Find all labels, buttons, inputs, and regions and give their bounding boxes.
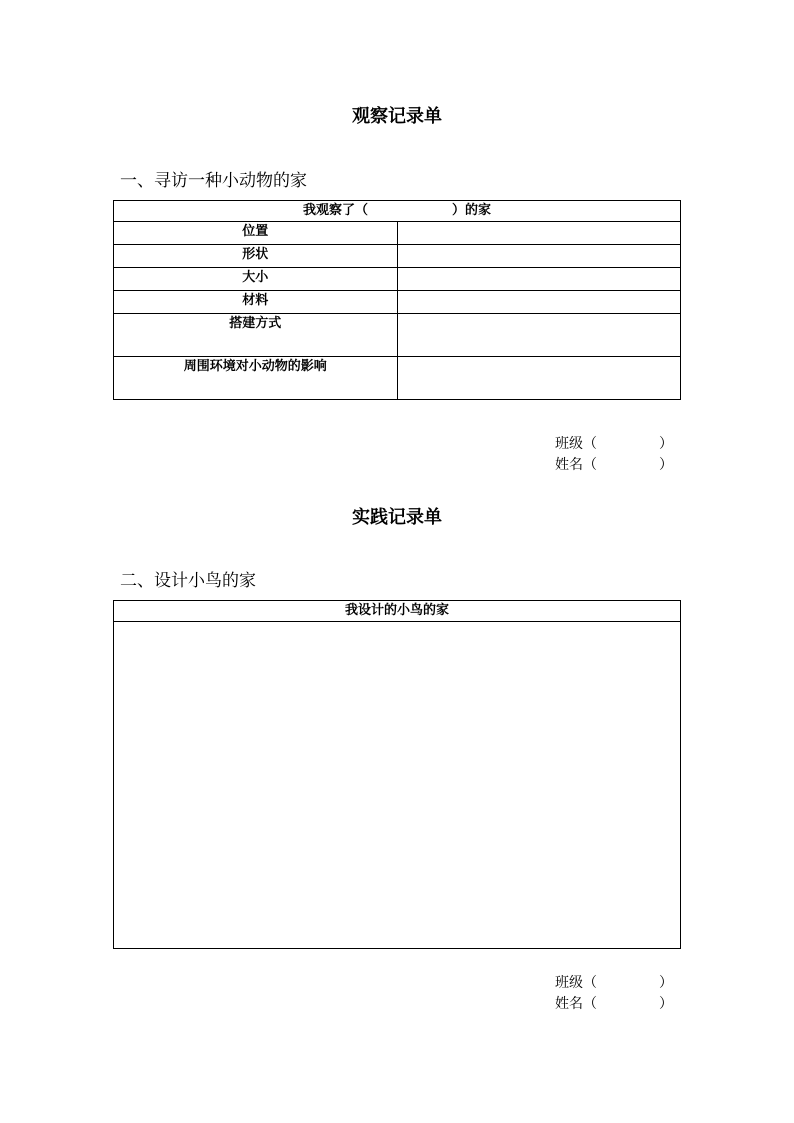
class-field [555,434,673,454]
name-label: 姓名（ [555,996,597,1012]
table-row [114,314,681,357]
row-value-material[interactable] [397,291,681,314]
row-value-build-method[interactable] [397,314,681,357]
row-label-location: 位置 [114,222,398,245]
row-value-location[interactable] [397,222,681,245]
class-close: ） [659,975,673,991]
table-row [114,245,681,268]
row-label-size: 大小 [114,268,398,291]
class-label: 班级（ [555,436,597,452]
table-row [114,222,681,245]
class-field-2 [555,973,673,993]
observation-table-header [114,201,681,222]
table-row [114,268,681,291]
table-row [114,357,681,400]
row-value-environment-effect[interactable] [397,357,681,400]
table-row [114,291,681,314]
row-label-environment-effect: 周围环境对小动物的影响 [114,357,398,400]
name-close: ） [659,996,673,1012]
row-label-shape: 形状 [114,245,398,268]
name-label: 姓名（ [555,457,597,473]
row-value-size[interactable] [397,268,681,291]
design-table-header: 我设计的小鸟的家 [114,601,681,622]
class-close: ） [659,436,673,452]
name-field [555,455,673,475]
name-field-2 [555,994,673,1014]
observation-table [113,200,681,400]
practice-sheet-title: 实践记录单 [352,507,442,528]
name-close: ） [659,457,673,473]
row-label-material: 材料 [114,291,398,314]
observation-header-prefix: 我观察了（ [302,203,368,218]
class-label: 班级（ [555,975,597,991]
design-drawing-area[interactable] [114,622,681,949]
observation-header-suffix: ）的家 [452,203,492,218]
observation-sheet-title: 观察记录单 [352,106,442,127]
design-table [113,600,681,949]
row-label-build-method: 搭建方式 [114,314,398,357]
row-value-shape[interactable] [397,245,681,268]
practice-section-heading: 二、设计小鸟的家 [120,571,256,591]
observation-section-heading: 一、寻访一种小动物的家 [120,171,307,191]
